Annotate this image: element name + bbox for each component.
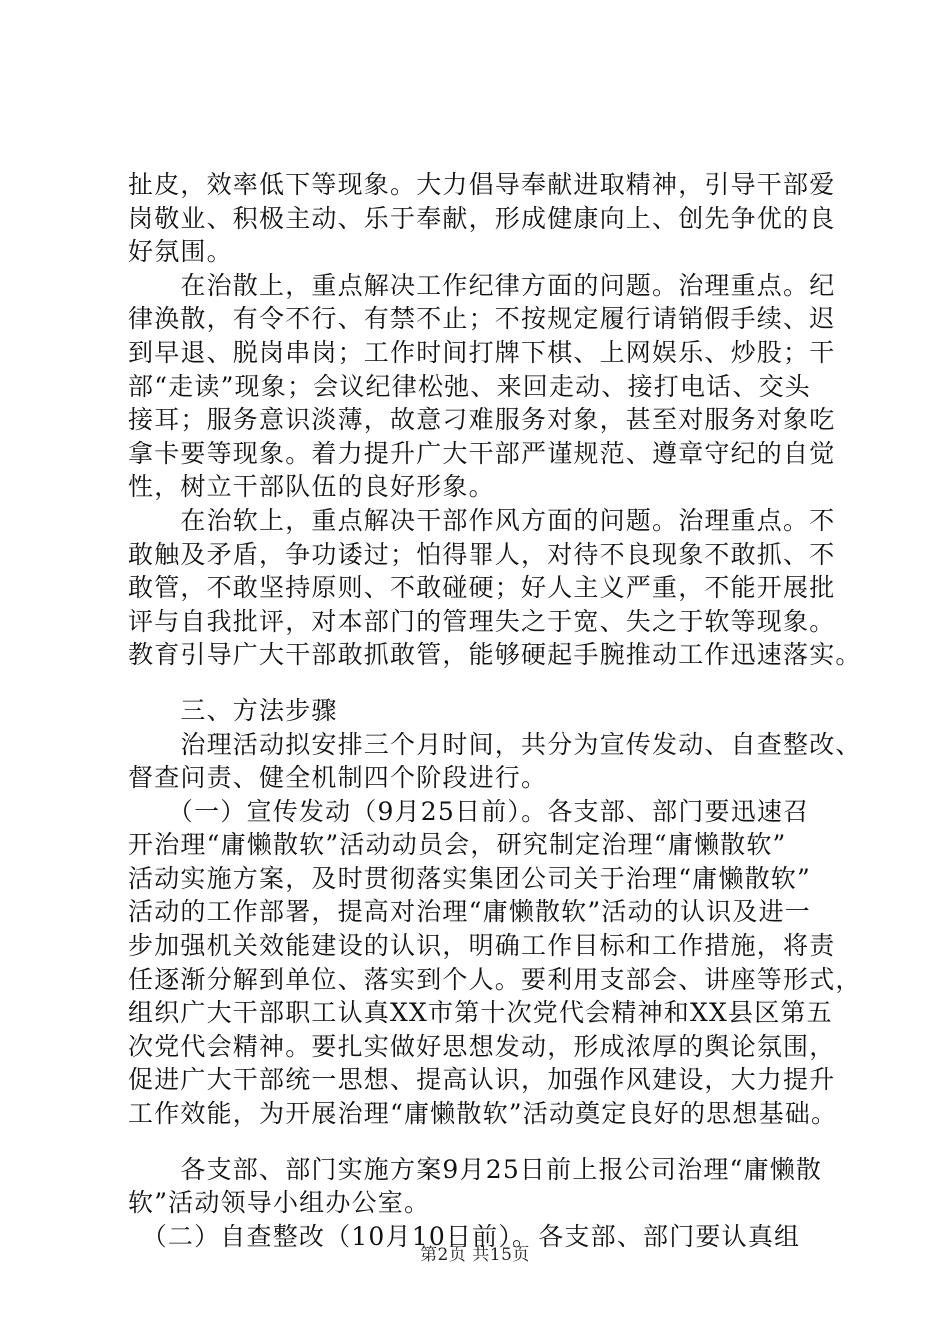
text-line: 任逐渐分解到单位、落实到个人。要利用支部会、讲座等形式， [128,964,862,994]
text-line: 活动的工作部署，提高对治理“庸懒散软”活动的认识及进一 [128,897,811,927]
text-line: 在治散上，重点解决工作纪律方面的问题。治理重点。纪 [128,270,836,300]
text-line: 教育引导广大干部敢抓敢管，能够硬起手腕推动工作迅速落实。 [128,640,862,670]
text-line: 开治理“庸懒散软”活动动员会，研究制定治理“庸懒散软” [128,830,787,860]
text-line: 性，树立干部队伍的良好形象。 [128,472,495,502]
text-line: 拿卡要等现象。着力提升广大干部严谨规范、遵章守纪的自觉 [128,438,836,468]
text-line: 组织广大干部职工认真XX市第十次党代会精神和XX县区第五 [128,998,833,1028]
text-line: 软”活动领导小组办公室。 [128,1188,431,1218]
paragraph-gap [128,672,858,694]
text-line: 治理活动拟安排三个月时间，共分为宣传发动、自查整改、 [128,729,862,759]
text-line: 好氛围。 [128,237,233,267]
text-line: 各支部、部门实施方案9月25日前上报公司治理“庸懒散 [128,1154,823,1184]
text-line: 在治软上，重点解决干部作风方面的问题。治理重点。不 [128,505,836,535]
text-line: 次党代会精神。要扎实做好思想发动，形成浓厚的舆论氛围， [128,1031,836,1061]
text-line: 岗敬业、积极主动、乐于奉献，形成健康向上、创先争优的良 [128,203,836,233]
text-line: 促进广大干部统一思想、提高认识，加强作风建设，大力提升 [128,1065,836,1095]
text-line: 三、方法步骤 [128,695,338,725]
body-text [128,168,862,1253]
text-line: 评与自我批评，对本部门的管理失之于宽、失之于软等现象。 [128,606,836,636]
text-line: 督查问责、健全机制四个阶段进行。 [128,763,548,793]
text-line: 扯皮，效率低下等现象。大力倡导奉献进取精神，引导干部爱 [128,170,836,199]
text-line: 到早退、脱岗串岗；工作时间打牌下棋、上网娱乐、炒股；干 [128,337,836,367]
text-line: 敢触及矛盾，争功诿过；怕得罪人，对待不良现象不敢抓、不 [128,539,836,569]
page-footer: 第2页 共15页 [420,1245,530,1265]
text-line: （一）宣传发动（9月25日前）。各支部、部门要迅速召 [128,796,810,826]
text-line: 律涣散，有令不行、有禁不止；不按规定履行请销假手续、迟 [128,304,836,334]
text-line: （二）自查整改（10月10日前）。各支部、部门要认真组 [128,1221,801,1251]
text-line: 部“走读”现象；会议纪律松弛、来回走动、接打电话、交头 [128,371,811,401]
text-line: 敢管，不敢坚持原则、不敢碰硬；好人主义严重，不能开展批 [128,573,836,603]
text-line: 接耳；服务意识淡薄，故意刁难服务对象，甚至对服务对象吃 [128,405,836,435]
text-line: 活动实施方案，及时贯彻落实集团公司关于治理“庸懒散软” [128,863,811,893]
text-line: 步加强机关效能建设的认识，明确工作目标和工作措施，将责 [128,931,836,961]
paragraph-gap [128,1131,858,1153]
text-line: 工作效能，为开展治理“庸懒散软”活动奠定良好的思想基础。 [128,1099,838,1129]
